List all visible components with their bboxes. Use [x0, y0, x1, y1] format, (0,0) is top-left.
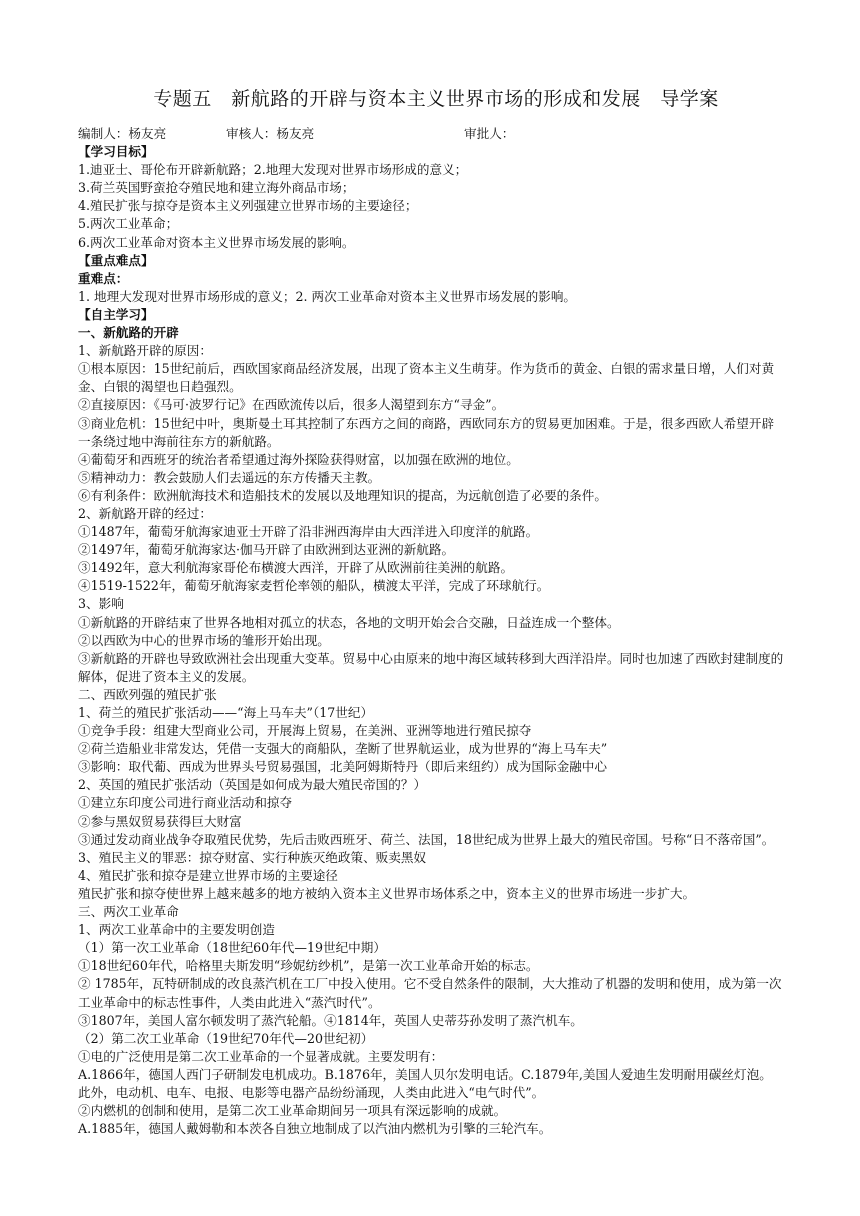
- text-line: ②以西欧为中心的世界市场的雏形开始出现。: [78, 632, 330, 648]
- text-line: ④葡萄牙和西班牙的统治者希望通过海外探险获得财富，以加强在欧洲的地位。: [78, 451, 519, 467]
- text-line: 3.荷兰英国野蛮抢夺殖民地和建立海外商品市场；: [78, 180, 355, 196]
- text-line: ①18世纪60年代，哈格里夫斯发明“珍妮纺纱机”，是第一次工业革命开始的标志。: [78, 958, 539, 974]
- text-line: ③影响：取代葡、西成为世界头号贸易强国，北美阿姆斯特丹（即后来纽约）成为国际金融中心: [78, 759, 607, 775]
- editor-label: 编制人：杨友亮: [78, 126, 167, 141]
- text-line: ②直接原因：《马可·波罗行记》在西欧流传以后，很多人渴望到东方“寻金”。: [78, 397, 505, 413]
- reviewer-label: 审核人：杨友亮: [226, 126, 315, 141]
- text-line: ①电的广泛使用是第二次工业革命的一个显著成就。主要发明有：: [78, 1048, 444, 1064]
- text-line: ③1807年，美国人富尔顿发明了蒸汽轮船。④1814年，英国人史蒂芬孙发明了蒸汽机车。: [78, 1012, 583, 1028]
- text-line: 1、新航路开辟的原因：: [78, 343, 212, 359]
- section-one-heading: 一、新航路的开辟: [78, 325, 179, 341]
- text-line: 此外，电动机、电车、电报、电影等电器产品纷纷涌现，人类由此进入“电气时代”。: [78, 1084, 545, 1100]
- approver-label: 审批人：: [464, 126, 515, 141]
- text-line: 1.迪亚士、哥伦布开辟新航路；2.地理大发现对世界市场形成的意义；: [78, 162, 468, 178]
- section-heading-key-points: 【重点难点】: [78, 252, 154, 268]
- section-heading-goals: 【学习目标】: [78, 144, 154, 160]
- text-line: 2、英国的殖民扩张活动（英国是如何成为最大殖民帝国的？）: [78, 777, 427, 793]
- text-line: ②参与黑奴贸易获得巨大财富: [78, 813, 242, 829]
- text-line: A.1885年，德国人戴姆勒和本茨各自独立地制成了以汽油内燃机为引擎的三轮汽车。: [78, 1121, 552, 1137]
- text-line: 1、荷兰的殖民扩张活动——“海上马车夫”（17世纪）: [78, 705, 374, 720]
- text-line: ②内燃机的创制和使用，是第二次工业革命期间另一项具有深远影响的成就。: [78, 1103, 507, 1119]
- paragraph: A.1866年，德国人西门子研制发电机成功。B.1876年，美国人贝尔发明电话。C.1879年,美国人爱迪生发明耐用碳丝灯泡。: [78, 1066, 772, 1082]
- section-three-heading: 三、两次工业革命: [78, 904, 179, 920]
- text-line: 4.殖民扩张与掠夺是资本主义列强建立世界市场的主要途径；: [78, 198, 418, 214]
- text-line: ①竞争手段：组建大型商业公司，开展海上贸易，在美洲、亚洲等地进行殖民掠夺: [78, 723, 532, 739]
- text-line: 1、两次工业革命中的主要发明创造: [78, 922, 275, 938]
- paragraph: ③通过发动商业战争夺取殖民优势，先后击败西班牙、荷兰、法国，18世纪成为世界上最大的殖民帝国。号称“日不落帝国”。: [78, 831, 775, 847]
- text-line: 4、殖民扩张和掠夺是建立世界市场的主要途径: [78, 867, 338, 883]
- text-line: ①1487年，葡萄牙航海家迪亚士开辟了沿非洲西海岸由大西洋进入印度洋的航路。: [78, 524, 539, 540]
- text-line: ①新航路的开辟结束了世界各地相对孤立的状态，各地的文明开始会合交融，日益连成一个整体。: [78, 614, 620, 630]
- text-line: ⑥有利条件：欧洲航海技术和造船技术的发展以及地理知识的提高，为远航创造了必要的条件。: [78, 487, 607, 503]
- paragraph: ①根本原因：15世纪前后，西欧国家商品经济发展，出现了资本主义生萌芽。作为货币的黄金、白银的需求量日增，人们对黄金、白银的渴望也日趋强烈。: [78, 361, 775, 395]
- paragraph: ③商业危机：15世纪中叶，奥斯曼土耳其控制了东西方之间的商路，西欧同东方的贸易更加困难。于是，很多西欧人希望开辟一条绕过地中海前往东方的新航路。: [78, 415, 775, 449]
- text-line: ①建立东印度公司进行商业活动和掠夺: [78, 795, 293, 811]
- text-line: ②1497年，葡萄牙航海家达·伽马开辟了由欧洲到达亚洲的新航路。: [78, 542, 455, 558]
- text-line: 6.两次工业革命对资本主义世界市场发展的影响。: [78, 234, 355, 250]
- text-line: 3、影响: [78, 596, 124, 612]
- text-line: 2、新航路开辟的经过：: [78, 505, 212, 521]
- authors-row: [78, 125, 784, 143]
- document-page: [78, 84, 784, 1138]
- text-line: ④1519-1522年，葡萄牙航海家麦哲伦率领的船队，横渡太平洋，完成了环球航行。: [78, 578, 550, 594]
- text-line: （2）第二次工业革命（19世纪70年代—20世纪初）: [78, 1030, 374, 1046]
- text-line: 5.两次工业革命；: [78, 216, 179, 232]
- page-title: 专题五 新航路的开辟与资本主义世界市场的形成和发展 导学案: [153, 88, 719, 110]
- text-line: ③1492年，意大利航海家哥伦布横渡大西洋，开辟了从欧洲前往美洲的航路。: [78, 560, 514, 576]
- section-heading-self-study: 【自主学习】: [78, 306, 154, 322]
- section-two-heading: 二、西欧列强的殖民扩张: [78, 686, 217, 702]
- text-line: ⑤精神动力：教会鼓励人们去遥远的东方传播天主教。: [78, 469, 381, 485]
- text-line: 1. 地理大发现对世界市场形成的意义；2. 两次工业革命对资本主义世界市场发展的影响。: [78, 288, 577, 304]
- text-line: ②荷兰造船业非常发达，凭借一支强大的商船队，垄断了世界航运业，成为世界的“海上马车夫”: [78, 741, 608, 757]
- text-line: 3、殖民主义的罪恶：掠夺财富、实行种族灭绝政策、贩卖黑奴: [78, 849, 427, 865]
- paragraph: ③新航路的开辟也导致欧洲社会出现重大变革。贸易中心由原来的地中海区域转移到大西洋沿岸。同时也加速了西欧封建制度的解体，促进了资本主义的发展。: [78, 650, 784, 684]
- paragraph: ② 1785年，瓦特研制成的改良蒸汽机在工厂中投入使用。它不受自然条件的限制，大大推动了机器的发明和使用，成为第一次工业革命中的标志性事件，人类由此进入“蒸汽时代”。: [78, 976, 782, 1010]
- paragraph: 殖民扩张和掠夺使世界上越来越多的地方被纳入资本主义世界市场体系之中，资本主义的世界市场进一步扩大。: [78, 885, 696, 901]
- text-line: （1）第一次工业革命（18世纪60年代—19世纪中期）: [78, 940, 386, 956]
- subheading-difficulty: 重难点：: [78, 270, 129, 286]
